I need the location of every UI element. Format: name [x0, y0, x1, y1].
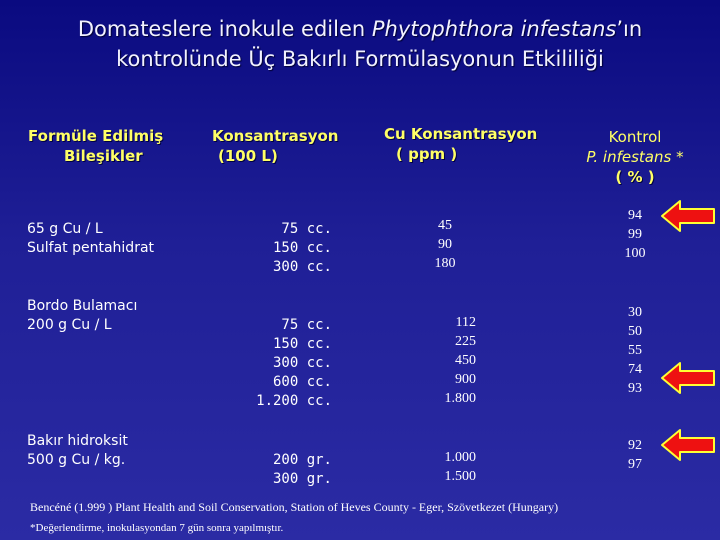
row2-compound-line1: Bordo Bulamacı — [27, 298, 138, 314]
control-value: 50 — [628, 324, 642, 339]
header-control-line3: ( % ) — [615, 168, 655, 186]
cu-ppm-value: 112 — [455, 315, 476, 330]
header-control-line1: Kontrol — [608, 128, 662, 146]
cu-ppm-value: 1.500 — [444, 469, 476, 484]
row3-compound-line1: Bakır hidroksit — [27, 433, 128, 449]
concentration-value: 200 gr. — [272, 452, 332, 468]
arrow-left-icon — [660, 428, 716, 462]
row1-cu-ppm — [420, 216, 470, 273]
header-cu-ppm — [384, 124, 537, 164]
concentration-value: 300 cc. — [272, 355, 332, 371]
row1-concentration — [250, 220, 332, 277]
title-species: Phytophthora infestans — [371, 17, 617, 41]
concentration-value: 300 gr. — [272, 471, 332, 487]
cu-ppm-value: 180 — [434, 256, 456, 271]
row2-compound-line2: 200 g Cu / L — [27, 317, 112, 333]
header-cu-ppm-line2: ( ppm ) — [396, 145, 458, 163]
control-value: 55 — [628, 343, 642, 358]
row2-cu-ppm — [420, 313, 476, 408]
header-control-line2: P. infestans * — [586, 148, 684, 166]
control-value: 74 — [628, 362, 642, 377]
header-cu-ppm-line1: Cu Konsantrasyon — [384, 125, 538, 143]
row2-concentration — [240, 316, 332, 411]
title-line-1 — [0, 14, 720, 44]
concentration-value: 600 cc. — [272, 374, 332, 390]
row1-compound-line2: Sulfat pentahidrat — [27, 240, 155, 256]
footnote: *Değerlendirme, inokulasyondan 7 gün sonra yapılmıştır. — [30, 522, 284, 534]
cu-ppm-value: 450 — [455, 353, 476, 368]
title-line-1-text: Domateslere inokule edilen — [77, 17, 372, 41]
cu-ppm-value: 90 — [438, 237, 452, 252]
row1-compound — [27, 220, 154, 258]
header-control — [560, 127, 710, 187]
cu-ppm-value: 1.000 — [444, 450, 476, 465]
control-value: 94 — [628, 208, 642, 223]
row3-control — [610, 436, 660, 474]
cu-ppm-value: 900 — [455, 372, 476, 387]
control-value: 92 — [628, 438, 642, 453]
concentration-value: 150 cc. — [272, 336, 332, 352]
cu-ppm-value: 1.800 — [444, 391, 476, 406]
cu-ppm-value: 225 — [455, 334, 476, 349]
row3-concentration — [250, 451, 332, 489]
header-concentration-line2: (100 L) — [218, 147, 278, 165]
row3-cu-ppm — [420, 448, 476, 486]
control-value: 93 — [628, 381, 642, 396]
header-compounds-line2: Bileşikler — [64, 147, 143, 165]
row1-control — [610, 206, 660, 263]
source-citation: Bencéné (1.999 ) Plant Health and Soil Conservation, Station of Heves County - Eger, Szövetkezet (Hungary) — [30, 500, 559, 514]
concentration-value: 75 cc. — [281, 317, 332, 333]
arrow-left-icon — [660, 199, 716, 233]
title-suffix: ’ın — [616, 17, 643, 41]
concentration-value: 1.200 cc. — [256, 393, 332, 409]
row2-control — [610, 303, 660, 398]
cu-ppm-value: 45 — [438, 218, 452, 233]
header-concentration-line1: Konsantrasyon — [212, 127, 339, 145]
control-value: 99 — [628, 227, 642, 242]
concentration-value: 75 cc. — [281, 221, 332, 237]
concentration-value: 150 cc. — [272, 240, 332, 256]
slide-title — [0, 14, 720, 74]
concentration-value: 300 cc. — [272, 259, 332, 275]
header-compounds-line1: Formüle Edilmiş — [28, 127, 164, 145]
control-value: 97 — [628, 457, 642, 472]
header-compounds — [28, 126, 163, 166]
header-concentration — [212, 126, 338, 166]
row3-compound-line2: 500 g Cu / kg. — [27, 452, 126, 468]
row1-compound-line1: 65 g Cu / L — [27, 221, 103, 237]
arrow-left-icon — [660, 361, 716, 395]
row3-compound — [27, 432, 128, 470]
control-value: 30 — [628, 305, 642, 320]
control-value: 100 — [624, 246, 646, 261]
title-line-2: kontrolünde Üç Bakırlı Formülasyonun Etkililiği — [116, 47, 604, 71]
row2-compound — [27, 297, 137, 335]
